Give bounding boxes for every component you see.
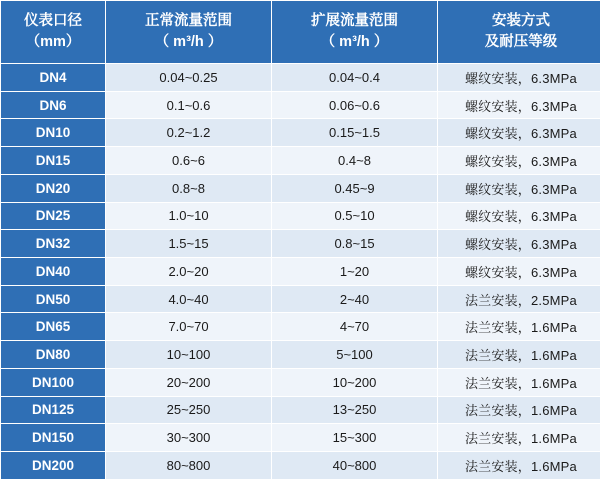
header-size-line1: 仪表口径 bbox=[24, 12, 82, 29]
cell-normal-range: 0.2~1.2 bbox=[106, 119, 272, 147]
cell-extended-range: 0.06~0.6 bbox=[272, 91, 438, 119]
cell-size: DN80 bbox=[1, 341, 106, 369]
cell-extended-range: 4~70 bbox=[272, 313, 438, 341]
header-normal-line2: （ m³/h ） bbox=[154, 34, 223, 50]
cell-size: DN10 bbox=[1, 119, 106, 147]
cell-extended-range: 2~40 bbox=[272, 285, 438, 313]
cell-extended-range: 0.8~15 bbox=[272, 230, 438, 258]
cell-normal-range: 2.0~20 bbox=[106, 258, 272, 286]
table-row bbox=[1, 119, 600, 147]
cell-normal-range: 30~300 bbox=[106, 424, 272, 452]
header-cell-normal-range bbox=[106, 1, 272, 64]
cell-extended-range: 10~200 bbox=[272, 368, 438, 396]
table-row bbox=[1, 147, 600, 175]
cell-installation: 螺纹安装，6.3MPa bbox=[438, 147, 600, 175]
table-row bbox=[1, 174, 600, 202]
table-row bbox=[1, 396, 600, 424]
cell-installation: 螺纹安装，6.3MPa bbox=[438, 230, 600, 258]
cell-extended-range: 0.15~1.5 bbox=[272, 119, 438, 147]
header-cell-extended-range bbox=[272, 1, 438, 64]
table-row bbox=[1, 258, 600, 286]
cell-size: DN6 bbox=[1, 91, 106, 119]
table-row bbox=[1, 202, 600, 230]
cell-size: DN200 bbox=[1, 452, 106, 480]
cell-installation: 法兰安装，1.6MPa bbox=[438, 452, 600, 480]
cell-normal-range: 80~800 bbox=[106, 452, 272, 480]
table-row bbox=[1, 285, 600, 313]
cell-size: DN50 bbox=[1, 285, 106, 313]
table-row bbox=[1, 313, 600, 341]
table-row bbox=[1, 91, 600, 119]
cell-installation: 螺纹安装，6.3MPa bbox=[438, 258, 600, 286]
cell-extended-range: 0.04~0.4 bbox=[272, 64, 438, 92]
cell-extended-range: 5~100 bbox=[272, 341, 438, 369]
cell-size: DN150 bbox=[1, 424, 106, 452]
cell-installation: 螺纹安装，6.3MPa bbox=[438, 174, 600, 202]
cell-installation: 法兰安装，1.6MPa bbox=[438, 424, 600, 452]
cell-installation: 法兰安装，1.6MPa bbox=[438, 396, 600, 424]
cell-normal-range: 7.0~70 bbox=[106, 313, 272, 341]
cell-extended-range: 13~250 bbox=[272, 396, 438, 424]
cell-installation: 螺纹安装，6.3MPa bbox=[438, 119, 600, 147]
cell-size: DN4 bbox=[1, 64, 106, 92]
cell-installation: 法兰安装，2.5MPa bbox=[438, 285, 600, 313]
cell-normal-range: 1.0~10 bbox=[106, 202, 272, 230]
cell-normal-range: 4.0~40 bbox=[106, 285, 272, 313]
cell-normal-range: 0.1~0.6 bbox=[106, 91, 272, 119]
cell-size: DN20 bbox=[1, 174, 106, 202]
cell-installation: 螺纹安装，6.3MPa bbox=[438, 202, 600, 230]
table-row bbox=[1, 424, 600, 452]
cell-extended-range: 0.4~8 bbox=[272, 147, 438, 175]
header-cell-installation bbox=[438, 1, 600, 64]
table-row bbox=[1, 64, 600, 92]
table-row bbox=[1, 452, 600, 480]
cell-normal-range: 0.6~6 bbox=[106, 147, 272, 175]
table-row bbox=[1, 341, 600, 369]
cell-size: DN125 bbox=[1, 396, 106, 424]
table-row bbox=[1, 230, 600, 258]
cell-normal-range: 25~250 bbox=[106, 396, 272, 424]
cell-size: DN40 bbox=[1, 258, 106, 286]
cell-extended-range: 1~20 bbox=[272, 258, 438, 286]
cell-installation: 法兰安装，1.6MPa bbox=[438, 368, 600, 396]
header-install-line2: 及耐压等级 bbox=[484, 34, 558, 50]
table-header bbox=[1, 1, 600, 64]
cell-size: DN15 bbox=[1, 147, 106, 175]
cell-size: DN25 bbox=[1, 202, 106, 230]
cell-installation: 法兰安装，1.6MPa bbox=[438, 313, 600, 341]
cell-size: DN100 bbox=[1, 368, 106, 396]
cell-installation: 螺纹安装，6.3MPa bbox=[438, 91, 600, 119]
header-install-line1: 安装方式 bbox=[492, 12, 550, 29]
cell-normal-range: 10~100 bbox=[106, 341, 272, 369]
cell-normal-range: 0.8~8 bbox=[106, 174, 272, 202]
header-row bbox=[1, 1, 600, 64]
header-extend-line2: （ m³/h ） bbox=[320, 34, 389, 50]
cell-size: DN65 bbox=[1, 313, 106, 341]
table-row bbox=[1, 368, 600, 396]
cell-extended-range: 0.5~10 bbox=[272, 202, 438, 230]
header-size-line2: （mm） bbox=[25, 34, 81, 50]
cell-installation: 法兰安装，1.6MPa bbox=[438, 341, 600, 369]
cell-extended-range: 0.45~9 bbox=[272, 174, 438, 202]
table-body bbox=[1, 64, 600, 480]
cell-normal-range: 0.04~0.25 bbox=[106, 64, 272, 92]
cell-normal-range: 20~200 bbox=[106, 368, 272, 396]
header-extend-line1: 扩展流量范围 bbox=[311, 12, 398, 29]
cell-extended-range: 15~300 bbox=[272, 424, 438, 452]
cell-extended-range: 40~800 bbox=[272, 452, 438, 480]
header-cell-size bbox=[1, 1, 106, 64]
cell-installation: 螺纹安装，6.3MPa bbox=[438, 64, 600, 92]
cell-size: DN32 bbox=[1, 230, 106, 258]
header-normal-line1: 正常流量范围 bbox=[145, 12, 232, 29]
cell-normal-range: 1.5~15 bbox=[106, 230, 272, 258]
